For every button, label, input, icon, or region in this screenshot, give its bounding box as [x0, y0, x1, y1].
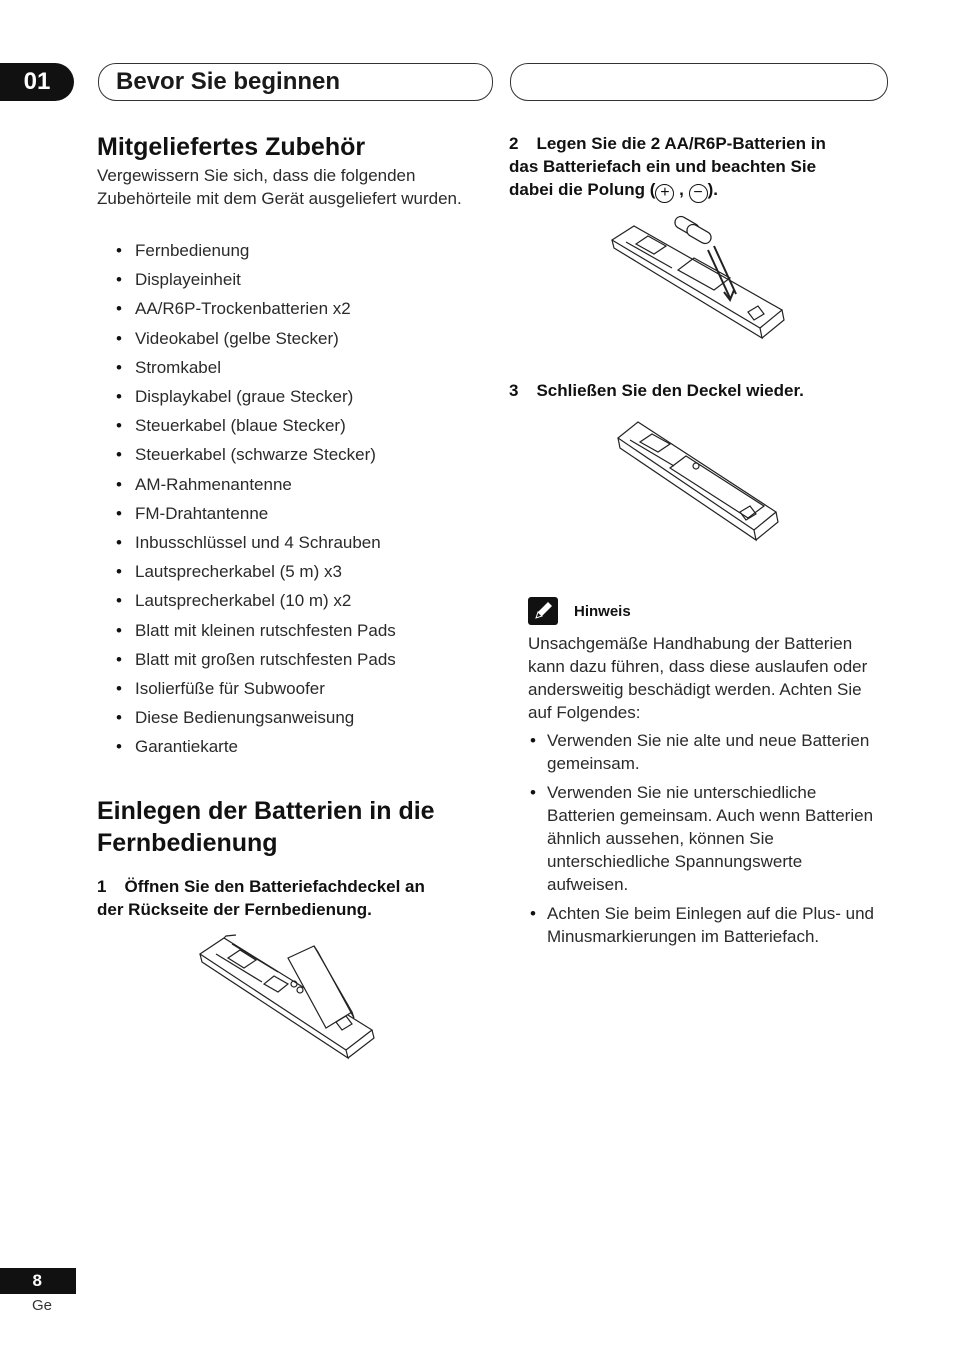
batteries-heading-line1: Einlegen der Batterien in die [97, 797, 435, 825]
language-code: Ge [32, 1297, 53, 1314]
list-item: • Achten Sie beim Einlegen auf die Plus- und Minusmarkierungen im Batteriefach. [528, 902, 888, 948]
list-item: • Verwenden Sie nie unterschiedliche Batterien gemeinsam. Auch wenn Batterien ähnlich aussehen, können Sie unterschiedliche Spannungswerte aufweisen. [528, 781, 888, 896]
page-number: 8 [0, 1268, 76, 1294]
remote-cover-open-illustration [196, 932, 376, 1064]
step-2 [509, 132, 889, 203]
chapter-title: Bevor Sie beginnen [98, 63, 493, 101]
note-intro: Unsachgemäße Handhabung der Batterien kann dazu führen, dass diese auslaufen oder andersweitig beschädigt werden. Achten Sie auf Folgendes: [528, 634, 868, 722]
step-2-number: 2 [509, 134, 519, 153]
list-item: • FM-Drahtantenne [97, 499, 467, 528]
list-item: • Steuerkabel (schwarze Stecker) [97, 440, 467, 469]
step-3-number: 3 [509, 381, 519, 400]
list-item: • AM-Rahmenantenne [97, 470, 467, 499]
list-item: • Isolierfüße für Subwoofer [97, 674, 467, 703]
list-item: • Lautsprecherkabel (10 m) x2 [97, 586, 467, 615]
note-pencil-icon [528, 597, 558, 625]
step-1-text-line1: Öffnen Sie den Batteriefachdeckel an [124, 877, 425, 896]
list-item: • Blatt mit großen rutschfesten Pads [97, 645, 467, 674]
list-item: • AA/R6P-Trockenbatterien x2 [97, 294, 467, 323]
minus-polarity-icon: − [689, 184, 708, 203]
list-item: • Fernbedienung [97, 236, 467, 265]
list-item: • Blatt mit kleinen rutschfesten Pads [97, 616, 467, 645]
accessories-heading: Mitgeliefertes Zubehör [97, 133, 366, 161]
list-item: • Inbusschlüssel und 4 Schrauben [97, 528, 467, 557]
step-1-text-line2: der Rückseite der Fernbedienung. [97, 900, 372, 919]
accessories-list [97, 236, 467, 762]
list-item: • Lautsprecherkabel (5 m) x3 [97, 557, 467, 586]
step-2-text-line3-after: ). [707, 180, 718, 199]
remote-insert-batteries-illustration [610, 214, 786, 352]
note-label: Hinweis [574, 603, 631, 620]
list-item: • Garantiekarte [97, 732, 467, 761]
step-3-text: Schließen Sie den Deckel wieder. [536, 381, 804, 400]
list-item: • Stromkabel [97, 353, 467, 382]
step-2-separator: , [674, 180, 689, 199]
batteries-heading [97, 795, 477, 859]
list-item: • Verwenden Sie nie alte und neue Batterien gemeinsam. [528, 729, 888, 775]
note-list [528, 729, 888, 954]
list-item: • Displayeinheit [97, 265, 467, 294]
remote-cover-closed-illustration [616, 416, 780, 556]
list-item: • Diese Bedienungsanweisung [97, 703, 467, 732]
step-3 [509, 379, 889, 402]
step-1-number: 1 [97, 877, 107, 896]
step-2-text-line3-before: dabei die Polung ( [509, 180, 656, 199]
accessories-intro: Vergewissern Sie sich, dass die folgenden Zubehörteile mit dem Gerät ausgeliefert wurden. [97, 166, 462, 208]
step-2-text-line1: Legen Sie die 2 AA/R6P-Batterien in [536, 134, 826, 153]
chapter-number-tab: 01 [0, 63, 74, 101]
step-2-text-line2: das Batteriefach ein und beachten Sie [509, 157, 817, 176]
list-item: • Videokabel (gelbe Stecker) [97, 324, 467, 353]
header-empty-pill [510, 63, 888, 101]
list-item: • Steuerkabel (blaue Stecker) [97, 411, 467, 440]
list-item: • Displaykabel (graue Stecker) [97, 382, 467, 411]
step-1 [97, 875, 477, 921]
batteries-heading-line2: Fernbedienung [97, 829, 278, 857]
plus-polarity-icon: + [655, 184, 674, 203]
